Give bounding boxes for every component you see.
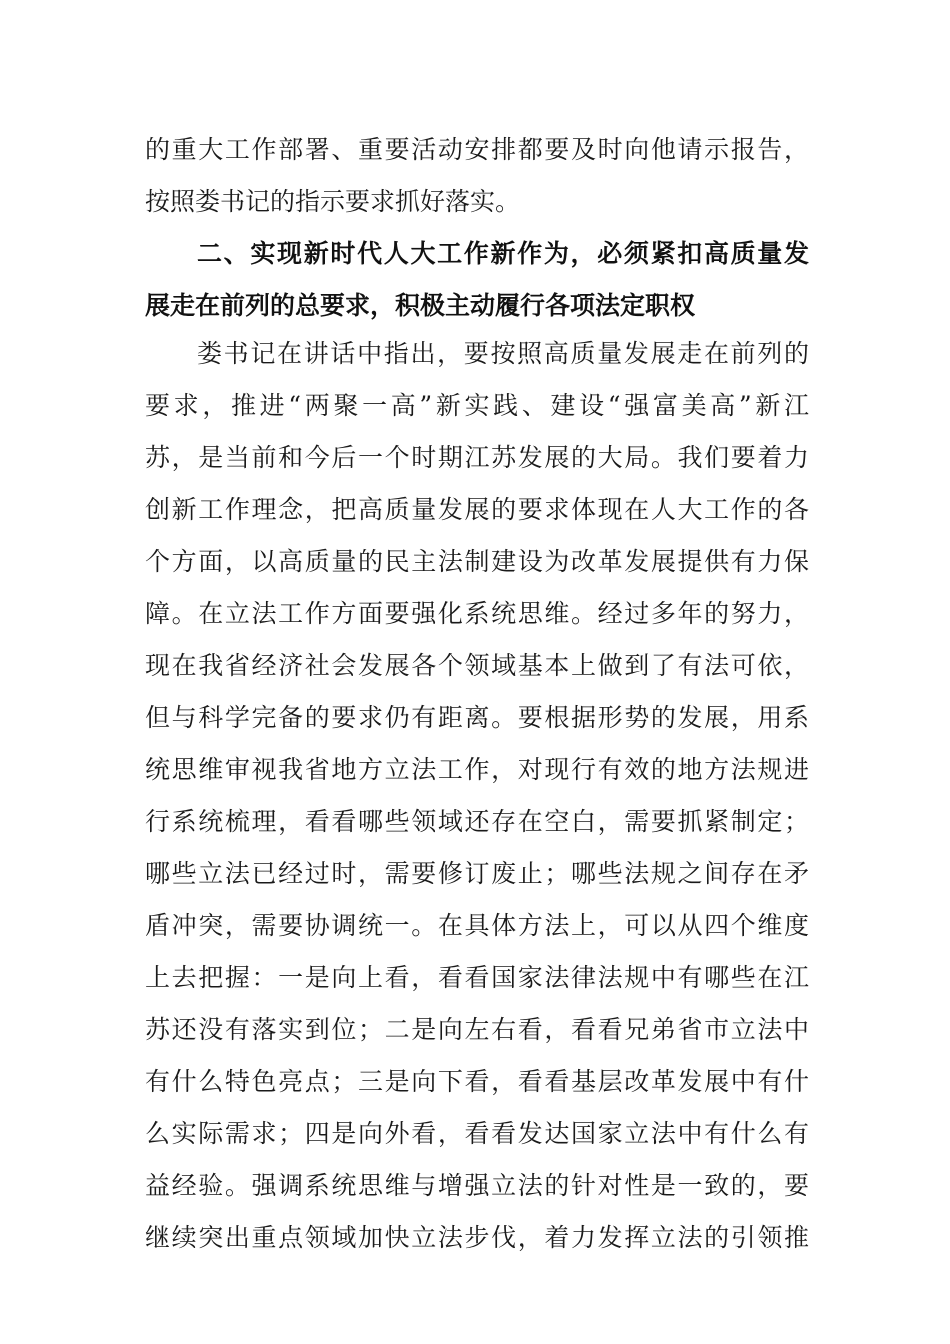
heading-line: 二、实现新时代人大工作新作为，必须紧扣高质量发 [197, 239, 809, 268]
text-line: 有什么特色亮点；三是向下看，看看基层改革发展中有什 [145, 1067, 809, 1096]
text-line: 创新工作理念，把高质量发展的要求体现在人大工作的各 [145, 495, 809, 524]
continued-paragraph [145, 124, 809, 228]
text-line: 么实际需求；四是向外看，看看发达国家立法中有什么有 [145, 1119, 809, 1148]
text-line: 现在我省经济社会发展各个领域基本上做到了有法可依， [145, 651, 809, 680]
text-line: 个方面，以高质量的民主法制建设为改革发展提供有力保 [145, 547, 809, 576]
text-line: 但与科学完备的要求仍有距离。要根据形势的发展，用系 [145, 703, 809, 732]
text-line: 上去把握：一是向上看，看看国家法律法规中有哪些在江 [145, 963, 809, 992]
text-line: 苏还没有落实到位；二是向左右看，看看兄弟省市立法中 [145, 1015, 809, 1044]
text-line: 按照娄书记的指示要求抓好落实。 [145, 187, 521, 216]
text-line: 统思维审视我省地方立法工作，对现行有效的地方法规进 [145, 755, 809, 784]
text-line: 盾冲突，需要协调统一。在具体方法上，可以从四个维度 [145, 911, 809, 940]
text-line: 益经验。强调系统思维与增强立法的针对性是一致的，要 [145, 1171, 809, 1200]
text-line: 的重大工作部署、重要活动安排都要及时向他请示报告， [145, 135, 809, 164]
text-line: 娄书记在讲话中指出，要按照高质量发展走在前列的 [197, 339, 809, 368]
body-paragraph [145, 328, 809, 1264]
text-line: 继续突出重点领域加快立法步伐，着力发挥立法的引领推 [145, 1223, 809, 1252]
text-line: 要求，推进“两聚一高”新实践、建设“强富美高”新江 [145, 391, 809, 420]
heading-line: 展走在前列的总要求，积极主动履行各项法定职权 [145, 291, 696, 320]
text-line: 苏，是当前和今后一个时期江苏发展的大局。我们要着力 [145, 443, 809, 472]
section-heading [145, 228, 809, 332]
text-line: 哪些立法已经过时，需要修订废止；哪些法规之间存在矛 [145, 859, 809, 888]
text-line: 障。在立法工作方面要强化系统思维。经过多年的努力， [145, 599, 809, 628]
text-line: 行系统梳理，看看哪些领域还存在空白，需要抓紧制定； [145, 807, 809, 836]
